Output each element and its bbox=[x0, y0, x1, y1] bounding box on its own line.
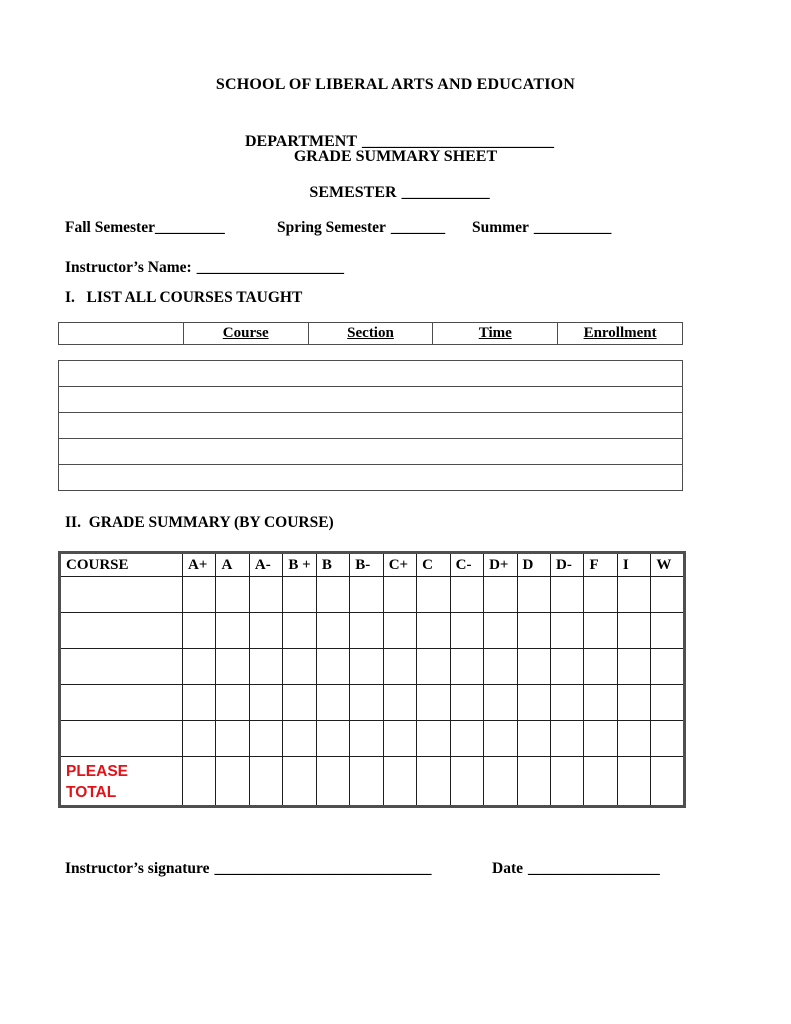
courses-table-body bbox=[58, 360, 683, 491]
spring-semester-blank: _______ bbox=[390, 219, 446, 236]
grade-header-d-plus: D+ bbox=[484, 553, 517, 577]
spring-semester-field bbox=[277, 219, 445, 237]
fall-semester-label: Fall Semester bbox=[65, 219, 155, 236]
courses-table-header bbox=[58, 322, 683, 345]
courses-empty-cell bbox=[59, 361, 683, 387]
fall-semester-blank: _________ bbox=[154, 219, 225, 236]
grade-header-d-minus: D- bbox=[550, 553, 583, 577]
grade-header-b: B bbox=[316, 553, 349, 577]
page-title: SCHOOL OF LIBERAL ARTS AND EDUCATION bbox=[215, 76, 576, 93]
summer-field bbox=[472, 219, 611, 237]
semester-options-row bbox=[0, 219, 791, 239]
courses-empty-row bbox=[59, 361, 683, 387]
department-blank: ________________________ bbox=[362, 133, 555, 150]
date-blank: _________________ bbox=[528, 860, 660, 877]
courses-empty-row bbox=[59, 387, 683, 413]
grade-empty-row bbox=[60, 721, 685, 757]
instructor-name-blank: ___________________ bbox=[196, 259, 344, 276]
section2-heading: II. GRADE SUMMARY (BY COURSE) bbox=[65, 514, 334, 531]
courses-empty-cell bbox=[59, 439, 683, 465]
grade-header-b-plus: B + bbox=[283, 553, 316, 577]
grade-empty-row bbox=[60, 577, 685, 613]
instructor-name-field bbox=[65, 259, 344, 277]
semester-line bbox=[0, 166, 791, 202]
courses-empty-cell bbox=[59, 387, 683, 413]
grade-header-a-plus: A+ bbox=[183, 553, 216, 577]
courses-empty-row bbox=[59, 465, 683, 491]
date-field bbox=[492, 860, 660, 878]
form-title: GRADE SUMMARY SHEET bbox=[293, 148, 498, 165]
department-label: DEPARTMENT bbox=[244, 133, 358, 150]
courses-header-time: Time bbox=[433, 323, 558, 345]
grade-header-a-minus: A- bbox=[249, 553, 282, 577]
grade-header-row bbox=[60, 553, 685, 577]
footer-row bbox=[0, 860, 791, 880]
signature-field bbox=[65, 860, 432, 878]
grade-empty-cell bbox=[60, 685, 183, 721]
grade-header-d: D bbox=[517, 553, 550, 577]
courses-empty-row bbox=[59, 439, 683, 465]
grade-header-b-minus: B- bbox=[350, 553, 383, 577]
grade-total-row bbox=[60, 757, 685, 807]
courses-header-row bbox=[59, 323, 683, 345]
spring-semester-label: Spring Semester bbox=[277, 219, 386, 236]
instructor-name-label: Instructor’s Name: bbox=[65, 259, 192, 276]
grade-summary-table bbox=[58, 551, 686, 808]
grade-empty-cell bbox=[60, 577, 183, 613]
courses-empty-row bbox=[59, 413, 683, 439]
summer-label: Summer bbox=[472, 219, 529, 236]
grade-empty-cell bbox=[60, 721, 183, 757]
grade-empty-cell bbox=[60, 613, 183, 649]
grade-empty-cell bbox=[60, 649, 183, 685]
courses-header-empty-cell bbox=[59, 323, 184, 345]
grade-header-w: W bbox=[651, 553, 685, 577]
courses-header-enrollment: Enrollment bbox=[558, 323, 683, 345]
section1-heading: I. LIST ALL COURSES TAUGHT bbox=[65, 289, 303, 306]
department-line bbox=[0, 115, 791, 151]
grade-header-a: A bbox=[216, 553, 249, 577]
grade-header-course: COURSE bbox=[60, 553, 183, 577]
signature-label: Instructor’s signature bbox=[65, 860, 210, 877]
grade-empty-row bbox=[60, 649, 685, 685]
semester-label: SEMESTER bbox=[309, 184, 397, 201]
courses-empty-cell bbox=[59, 413, 683, 439]
grade-header-c: C bbox=[417, 553, 450, 577]
grade-header-c-plus: C+ bbox=[383, 553, 416, 577]
courses-header-section: Section bbox=[308, 323, 433, 345]
courses-empty-cell bbox=[59, 465, 683, 491]
grade-header-c-minus: C- bbox=[450, 553, 483, 577]
grade-empty-row bbox=[60, 685, 685, 721]
semester-blank: ___________ bbox=[401, 184, 490, 201]
grade-header-f: F bbox=[584, 553, 617, 577]
grade-empty-row bbox=[60, 613, 685, 649]
please-total-label: PLEASE TOTAL bbox=[60, 757, 183, 807]
fall-semester-field bbox=[65, 219, 225, 237]
date-label: Date bbox=[492, 860, 523, 877]
courses-header-course: Course bbox=[183, 323, 308, 345]
summer-blank: __________ bbox=[533, 219, 612, 236]
grade-header-i: I bbox=[617, 553, 650, 577]
signature-blank: ____________________________ bbox=[214, 860, 432, 877]
